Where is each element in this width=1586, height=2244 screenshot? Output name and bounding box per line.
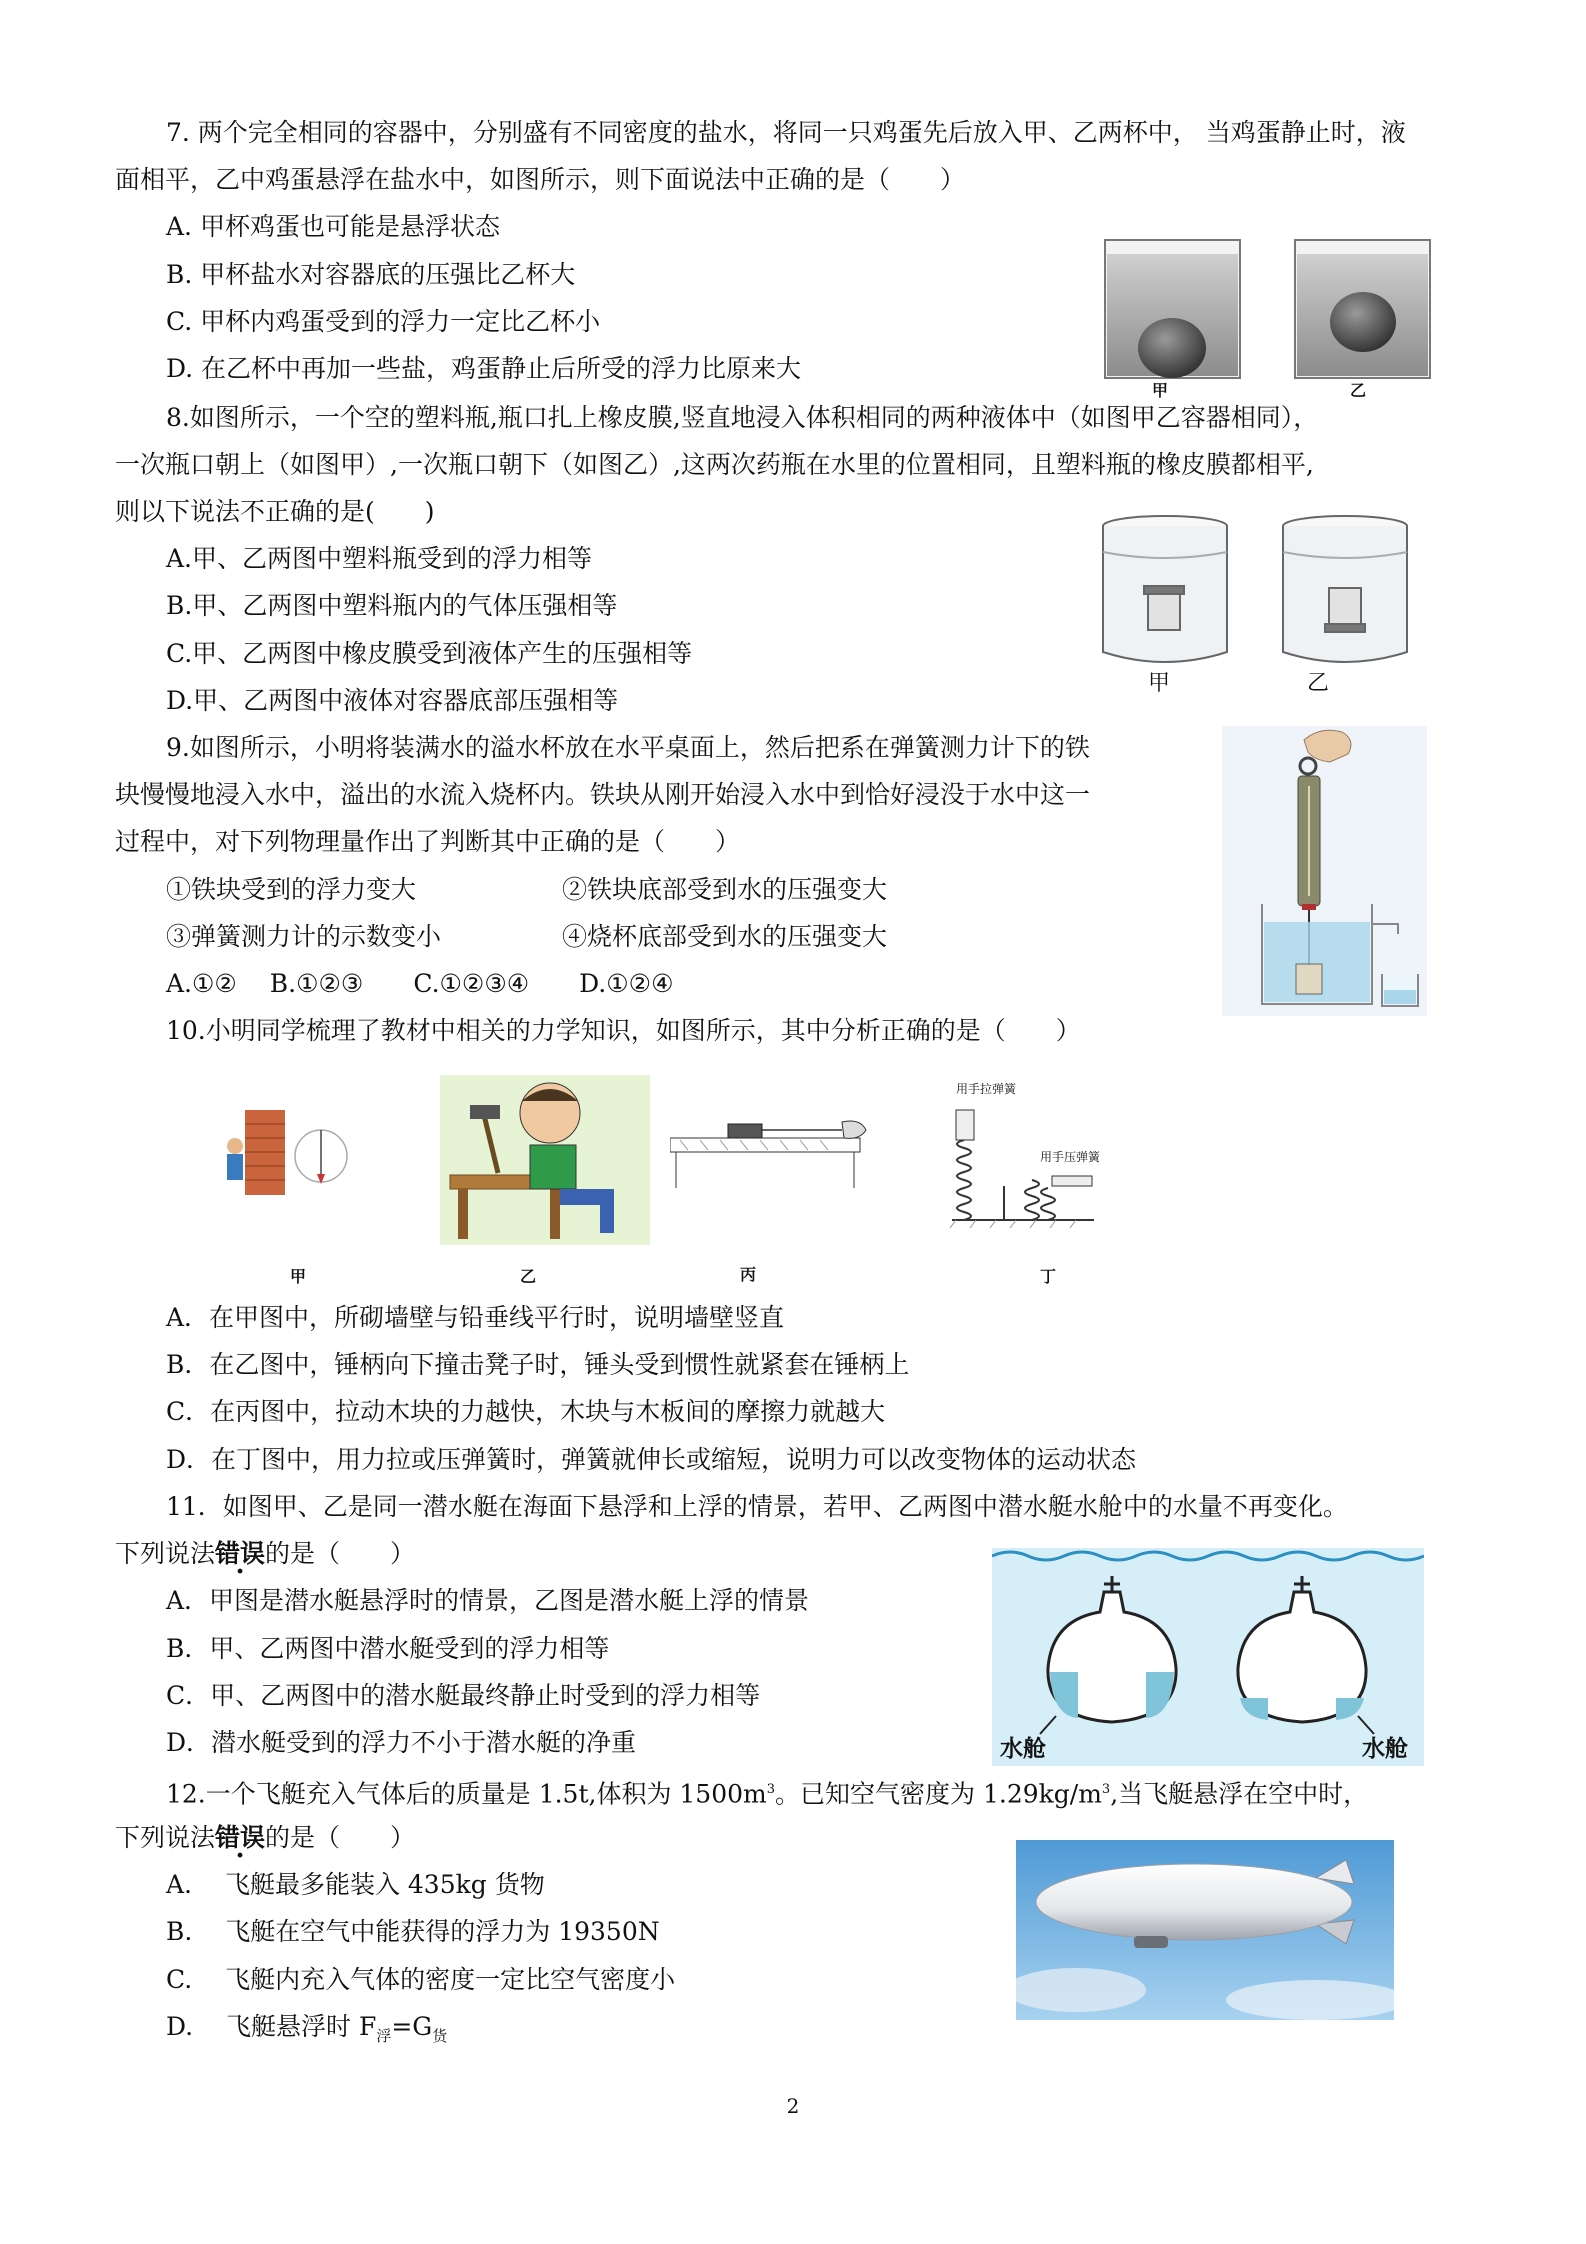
- q7-option-d: D. 在乙杯中再加一些盐，鸡蛋静止后所受的浮力比原来大: [166, 354, 802, 383]
- q10-figure-bing: [670, 1118, 870, 1188]
- q10-label-pull: 用手拉弹簧: [956, 1082, 1017, 1096]
- q11-stem-line2: 下列说法错误的是（ ）: [115, 1539, 416, 1568]
- q10-option-d: D．在丁图中，用力拉或压弹簧时，弹簧就伸长或缩短，说明力可以改变物体的运动状态: [166, 1445, 1137, 1474]
- q7-stem-line2: 面相平，乙中鸡蛋悬浮在盐水中，如图所示，则下面说法中正确的是（ ）: [115, 165, 966, 194]
- q7-option-b: B. 甲杯盐水对容器底的压强比乙杯大: [166, 260, 576, 289]
- q12-stem-line1: 12.一个飞艇充入气体后的质量是 1.5t,体积为 $1500m^3$。已知空气密度为 $1.29kg/m^3$,当飞艇悬浮在空中时，: [166, 1779, 1369, 1809]
- q7-stem-line1: 7. 两个完全相同的容器中，分别盛有不同密度的盐水，将同一只鸡蛋先后放入甲、乙两杯中， 当鸡蛋静止时，液: [166, 118, 1406, 147]
- q10-stem: 10.小明同学梳理了教材中相关的力学知识，如图所示，其中分析正确的是（ ）: [166, 1016, 1081, 1045]
- q12-option-a: A. 飞艇最多能装入 435kg 货物: [166, 1870, 545, 1899]
- q9-statement-2: ②铁块底部受到水的压强变大: [562, 875, 888, 904]
- q12-stem-line2: 下列说法错误的是（ ）: [115, 1823, 416, 1852]
- q11-stem-line1: 11．如图甲、乙是同一潜水艇在海面下悬浮和上浮的情景，若甲、乙两图中潜水艇水舱中的水量不再变化。: [166, 1492, 1348, 1521]
- q9-stem-line1: 9.如图所示，小明将装满水的溢水杯放在水平桌面上，然后把系在弹簧测力计下的铁: [166, 733, 1090, 762]
- q8-container-left: [1103, 516, 1227, 662]
- q8-option-a: A.甲、乙两图中塑料瓶受到的浮力相等: [166, 544, 593, 573]
- q10-caption-bing: 丙: [740, 1265, 757, 1284]
- q10-caption-ding: 丁: [1040, 1267, 1057, 1286]
- q7-egg-left: [1138, 318, 1206, 378]
- q8-option-c: C.甲、乙两图中橡皮膜受到液体产生的压强相等: [166, 639, 693, 668]
- q10-spring-pulled: [957, 1140, 971, 1220]
- q9-stem-line2: 块慢慢地浸入水中，溢出的水流入烧杯内。铁块从刚开始浸入水中到恰好浸没于水中这一: [115, 780, 1091, 809]
- q8-stem-line1: 8.如图所示，一个空的塑料瓶,瓶口扎上橡皮膜,竖直地浸入体积相同的两种液体中（如图甲乙容器相同），: [166, 403, 1319, 432]
- q8-caption-jia: 甲: [1148, 671, 1171, 696]
- q12-option-b: B. 飞艇在空气中能获得的浮力为 19350N: [166, 1917, 660, 1946]
- q11-option-c: C．甲、乙两图中的潜水艇最终静止时受到的浮力相等: [166, 1681, 761, 1710]
- q12-gondola: [1134, 1936, 1168, 1948]
- q8-container-right: [1283, 516, 1407, 662]
- q12-option-d: D. 飞艇悬浮时 $F_浮=G_货$: [166, 2012, 448, 2045]
- q11-label-tank-right: 水舱: [1362, 1736, 1408, 1762]
- q9-iron-block: [1296, 964, 1322, 994]
- q9-statement-1: ①铁块受到的浮力变大: [166, 875, 417, 904]
- q10-figure-yi: [440, 1075, 650, 1245]
- q7-caption-yi: 乙: [1350, 381, 1367, 400]
- q7-beaker-left: [1105, 240, 1240, 378]
- q7-option-a: A. 甲杯鸡蛋也可能是悬浮状态: [166, 212, 500, 241]
- q9-spring-scale-figure: [1222, 726, 1427, 1016]
- q11-option-b: B．甲、乙两图中潜水艇受到的浮力相等: [166, 1634, 610, 1663]
- q10-label-press: 用手压弹簧: [1040, 1150, 1101, 1164]
- q10-spring-pressed: [1025, 1180, 1039, 1220]
- page-number: 2: [786, 2094, 800, 2118]
- q7-option-c: C. 甲杯内鸡蛋受到的浮力一定比乙杯小: [166, 307, 601, 336]
- q10-option-a: A．在甲图中，所砌墙壁与铅垂线平行时，说明墙壁竖直: [166, 1303, 785, 1332]
- q7-egg-right: [1330, 292, 1396, 352]
- q11-option-d: D．潜水艇受到的浮力不小于潜水艇的净重: [166, 1728, 637, 1757]
- q8-stem-line3: 则以下说法不正确的是( ): [115, 497, 435, 526]
- q7-caption-jia: 甲: [1152, 381, 1169, 400]
- q10-hand-pull-icon: [956, 1110, 974, 1140]
- q10-wood-block: [728, 1124, 762, 1138]
- q7-beaker-right: [1295, 240, 1430, 378]
- q7-beakers-figure: [1095, 232, 1435, 402]
- q11-label-tank-left: 水舱: [1000, 1736, 1046, 1762]
- q8-containers-figure: [1090, 512, 1430, 672]
- q8-option-d: D.甲、乙两图中液体对容器底部压强相等: [166, 686, 619, 715]
- q12-emphasis-cuowu: 错误: [215, 1823, 266, 1852]
- q9-stem-line3: 过程中，对下列物理量作出了判断其中正确的是（ ）: [115, 827, 741, 856]
- q12-option-c: C. 飞艇内充入气体的密度一定比空气密度小: [166, 1965, 676, 1994]
- q10-hand-icon: [842, 1121, 866, 1138]
- q9-statement-3: ③弹簧测力计的示数变小: [166, 922, 442, 951]
- q10-option-b: B．在乙图中，锤柄向下撞击凳子时，锤头受到惯性就紧套在锤柄上: [166, 1350, 910, 1379]
- q8-option-b: B.甲、乙两图中塑料瓶内的气体压强相等: [166, 591, 618, 620]
- q9-choices: A.①② B.①②③ C.①②③④ D.①②④: [166, 969, 674, 998]
- q10-caption-yi: 乙: [520, 1267, 537, 1286]
- q11-option-a: A．甲图是潜水艇悬浮时的情景，乙图是潜水艇上浮的情景: [166, 1586, 810, 1615]
- q11-emphasis-cuowu: 错误: [215, 1539, 266, 1568]
- q10-worker-icon: [227, 1138, 243, 1154]
- q8-caption-yi: 乙: [1307, 671, 1330, 696]
- q10-hand-press-icon: [1052, 1176, 1092, 1186]
- q10-figure-jia: [225, 1110, 350, 1195]
- q11-submarines-figure: [992, 1548, 1424, 1766]
- q10-option-c: C．在丙图中，拉动木块的力越快，木块与木板间的摩擦力就越大: [166, 1397, 886, 1426]
- q9-statement-4: ④烧杯底部受到水的压强变大: [562, 922, 888, 951]
- q8-stem-line2: 一次瓶口朝上（如图甲）,一次瓶口朝下（如图乙）,这两次药瓶在水里的位置相同，且塑料瓶的橡皮膜都相平,: [115, 450, 1314, 479]
- q10-caption-jia: 甲: [290, 1267, 307, 1286]
- q12-airship-figure: [1016, 1840, 1394, 2020]
